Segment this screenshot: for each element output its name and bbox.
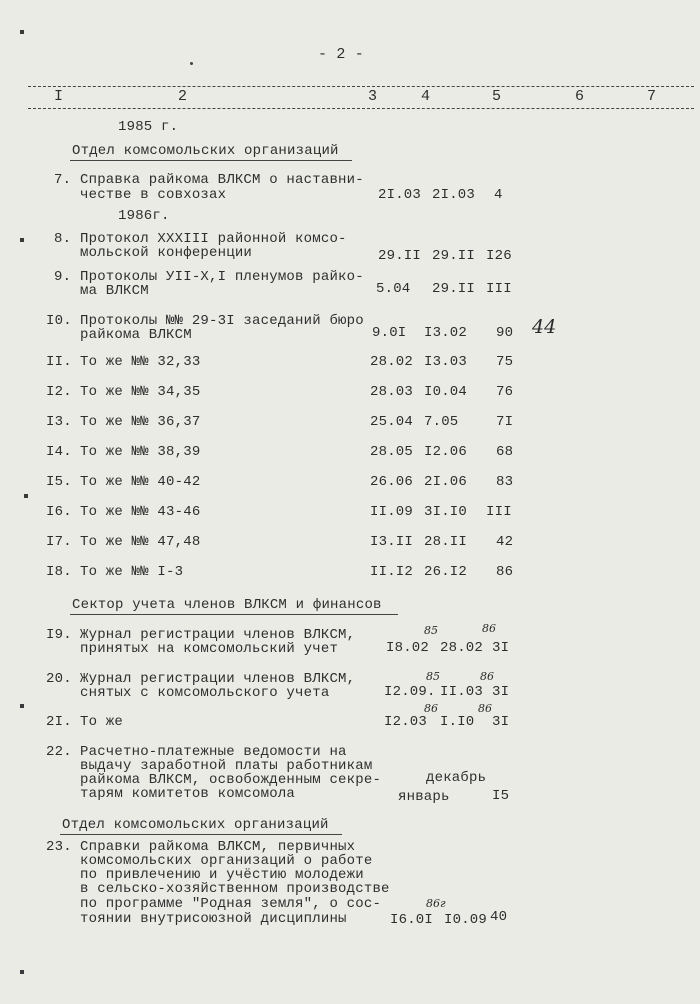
ink-dot bbox=[190, 62, 193, 65]
entry-sheet-count: III bbox=[486, 281, 512, 297]
entry-end-date: I0.04 bbox=[424, 384, 468, 400]
entry-number: I8. bbox=[46, 564, 72, 580]
entry-title-line: Справки райкома ВЛКСМ, первичных bbox=[80, 839, 356, 855]
entry-end-date: 26.I2 bbox=[424, 564, 468, 580]
entry-start-date: 26.06 bbox=[370, 474, 414, 490]
entry-title-line: То же №№ 47,48 bbox=[80, 534, 201, 550]
entry-start-date: 25.04 bbox=[370, 414, 414, 430]
entry-title-line: в сельско-хозяйственном производстве bbox=[80, 881, 390, 897]
entry-sheet-count: 3I bbox=[492, 640, 510, 656]
entry-start-date: 9.0I bbox=[372, 325, 407, 341]
column-header-4: 4 bbox=[421, 88, 431, 105]
entry-end-date: I.I0 bbox=[440, 714, 475, 730]
binding-hole-mark bbox=[20, 238, 24, 242]
header-rule-top bbox=[28, 86, 694, 87]
handwritten-margin-number: 44 bbox=[532, 316, 557, 338]
entry-start-date: I2.09. bbox=[384, 684, 436, 700]
entry-end-date: 7.05 bbox=[424, 414, 459, 430]
entry-sheet-count: 3I bbox=[492, 714, 510, 730]
column-header-6: 6 bbox=[575, 88, 585, 105]
entry-number: I6. bbox=[46, 504, 72, 520]
section-underline bbox=[70, 160, 352, 161]
entry-start-date: I6.0I bbox=[390, 912, 434, 928]
entry-title-line: То же №№ 43-46 bbox=[80, 504, 201, 520]
entry-end-date: 2I.06 bbox=[424, 474, 468, 490]
page-number: - 2 - bbox=[318, 46, 365, 63]
entry-number: I9. bbox=[46, 627, 72, 643]
binding-hole-mark bbox=[20, 704, 24, 708]
entry-start-date: 5.04 bbox=[376, 281, 411, 297]
entry-sheet-count: I26 bbox=[486, 248, 512, 264]
column-header-1: I bbox=[54, 88, 64, 105]
entry-title-line: ма ВЛКСМ bbox=[80, 283, 149, 299]
handwritten-year-note: 85 bbox=[426, 670, 440, 683]
entry-number: 20. bbox=[46, 671, 72, 687]
handwritten-year-note: 85 bbox=[424, 624, 438, 637]
entry-title-line: тоянии внутрисоюзной дисциплины bbox=[80, 911, 347, 927]
entry-title-line: Журнал регистрации членов ВЛКСМ, bbox=[80, 627, 356, 643]
entry-title-line: То же №№ I-3 bbox=[80, 564, 184, 580]
entry-number: I5. bbox=[46, 474, 72, 490]
entry-title-line: снятых с комсомольского учета bbox=[80, 685, 330, 701]
handwritten-year-note: 86 bbox=[478, 702, 492, 715]
entry-sheet-count: 7I bbox=[496, 414, 514, 430]
entry-title-line: мольской конференции bbox=[80, 245, 253, 261]
binding-hole-mark bbox=[20, 30, 24, 34]
handwritten-year-note: 86 bbox=[480, 670, 494, 683]
entry-sheet-count: 90 bbox=[496, 325, 514, 341]
entry-number: 7. bbox=[54, 172, 72, 188]
entry-title-line: Протокол XXXIII районной комсо- bbox=[80, 231, 347, 247]
entry-number: II. bbox=[46, 354, 72, 370]
entry-sheet-count: 83 bbox=[496, 474, 514, 490]
entry-title-line: Расчетно-платежные ведомости на bbox=[80, 744, 347, 760]
handwritten-year-note: 86г bbox=[426, 897, 446, 910]
entry-sheet-count: III bbox=[486, 504, 512, 520]
entry-title-line: Протоколы УII-X,I пленумов райко- bbox=[80, 269, 364, 285]
entry-sheet-count: 42 bbox=[496, 534, 514, 550]
entry-start-date: II.I2 bbox=[370, 564, 414, 580]
entry-title-line: комсомольских организаций о работе bbox=[80, 853, 373, 869]
entry-sheet-count: 86 bbox=[496, 564, 514, 580]
entry-title-line: Журнал регистрации членов ВЛКСМ, bbox=[80, 671, 356, 687]
entry-start-date: I8.02 bbox=[386, 640, 430, 656]
entry-end-date: I3.03 bbox=[424, 354, 468, 370]
section-heading: Отдел комсомольских организаций bbox=[72, 143, 339, 159]
entry-title-line: То же bbox=[80, 714, 124, 730]
entry-title-line: Протоколы №№ 29-3I заседаний бюро bbox=[80, 313, 364, 329]
entry-end-date: I0.09 bbox=[444, 912, 488, 928]
entry-sheet-count: 76 bbox=[496, 384, 514, 400]
entry-sheet-count: 68 bbox=[496, 444, 514, 460]
entry-number: 8. bbox=[54, 231, 72, 247]
entry-number: 22. bbox=[46, 744, 72, 760]
entry-number: 9. bbox=[54, 269, 72, 285]
handwritten-year-note: 86 bbox=[424, 702, 438, 715]
section-underline bbox=[60, 834, 342, 835]
section-underline bbox=[70, 614, 398, 615]
entry-start-date: декабрь bbox=[426, 770, 487, 786]
entry-title-line: То же №№ 40-42 bbox=[80, 474, 201, 490]
entry-title-line: тарям комитетов комсомола bbox=[80, 786, 296, 802]
entry-number: I4. bbox=[46, 444, 72, 460]
entry-start-date: II.09 bbox=[370, 504, 414, 520]
entry-end-date: январь bbox=[398, 789, 450, 805]
entry-number: I3. bbox=[46, 414, 72, 430]
column-header-5: 5 bbox=[492, 88, 502, 105]
entry-title-line: по программе "Родная земля", о сос- bbox=[80, 896, 382, 912]
entry-end-date: I3.02 bbox=[424, 325, 468, 341]
column-header-2: 2 bbox=[178, 88, 188, 105]
entry-start-date: I2.03 bbox=[384, 714, 428, 730]
entry-title-line: То же №№ 32,33 bbox=[80, 354, 201, 370]
entry-title-line: Справка райкома ВЛКСМ о наставни- bbox=[80, 172, 364, 188]
entry-title-line: по привлечению и учёстию молодежи bbox=[80, 867, 364, 883]
entry-start-date: 2I.03 bbox=[378, 187, 422, 203]
entry-sheet-count: 3I bbox=[492, 684, 510, 700]
entry-end-date: 28.02 bbox=[440, 640, 484, 656]
entry-number: I0. bbox=[46, 313, 72, 329]
entry-start-date: 29.II bbox=[378, 248, 422, 264]
year-heading: 1986г. bbox=[118, 208, 170, 224]
entry-title-line: райкома ВЛКСМ bbox=[80, 327, 192, 343]
header-rule-bottom bbox=[28, 108, 694, 109]
entry-number: I7. bbox=[46, 534, 72, 550]
entry-start-date: 28.05 bbox=[370, 444, 414, 460]
entry-start-date: 28.02 bbox=[370, 354, 414, 370]
section-heading: Сектор учета членов ВЛКСМ и финансов bbox=[72, 597, 382, 613]
entry-sheet-count: 75 bbox=[496, 354, 514, 370]
entry-end-date: 2I.03 bbox=[432, 187, 476, 203]
entry-number: 23. bbox=[46, 839, 72, 855]
entry-end-date: II.03 bbox=[440, 684, 484, 700]
entry-end-date: 29.II bbox=[432, 248, 476, 264]
column-header-7: 7 bbox=[647, 88, 657, 105]
entry-end-date: 29.II bbox=[432, 281, 476, 297]
entry-title-line: То же №№ 38,39 bbox=[80, 444, 201, 460]
entry-start-date: I3.II bbox=[370, 534, 414, 550]
entry-title-line: выдачу заработной платы работникам bbox=[80, 758, 373, 774]
handwritten-year-note: 86 bbox=[482, 622, 496, 635]
entry-title-line: райкома ВЛКСМ, освобожденным секре- bbox=[80, 772, 382, 788]
section-heading: Отдел комсомольских организаций bbox=[62, 817, 329, 833]
entry-number: 2I. bbox=[46, 714, 72, 730]
entry-number: I2. bbox=[46, 384, 72, 400]
entry-end-date: 28.II bbox=[424, 534, 468, 550]
entry-title-line: принятых на комсомольский учет bbox=[80, 641, 339, 657]
entry-end-date: I2.06 bbox=[424, 444, 468, 460]
binding-hole-mark bbox=[20, 970, 24, 974]
entry-sheet-count: 40 bbox=[490, 909, 508, 925]
entry-title-line: То же №№ 36,37 bbox=[80, 414, 201, 430]
column-header-3: 3 bbox=[368, 88, 378, 105]
entry-end-date: 3I.I0 bbox=[424, 504, 468, 520]
entry-sheet-count: I5 bbox=[492, 788, 510, 804]
entry-sheet-count: 4 bbox=[494, 187, 503, 203]
binding-hole-mark bbox=[24, 494, 28, 498]
entry-title-line: То же №№ 34,35 bbox=[80, 384, 201, 400]
entry-title-line: честве в совхозах bbox=[80, 187, 227, 203]
entry-start-date: 28.03 bbox=[370, 384, 414, 400]
year-heading: 1985 г. bbox=[118, 119, 179, 135]
